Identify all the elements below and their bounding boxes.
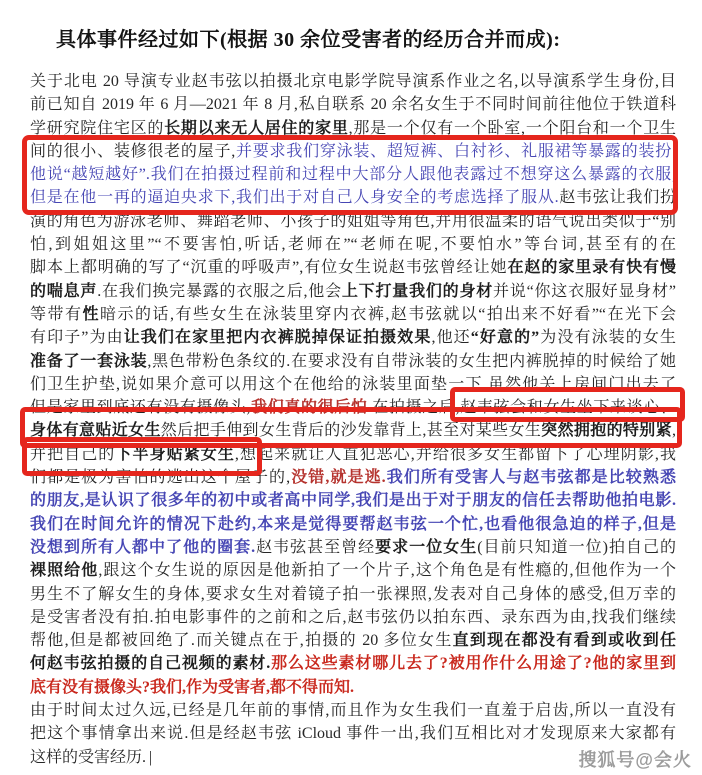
text-segment: 长期以来无人居住的家里 bbox=[164, 119, 349, 137]
text-segment: 没想到所有人都中了他的圈套. bbox=[30, 538, 256, 556]
text-segment: 等带有 bbox=[30, 305, 83, 323]
text-segment: 要求一位女生 bbox=[375, 538, 478, 556]
text-segment: 突然拥抱的特别紧 bbox=[541, 422, 672, 440]
text-segment: ,他还 bbox=[431, 329, 471, 347]
text-line bbox=[30, 233, 676, 256]
text-line bbox=[30, 513, 676, 536]
text-line bbox=[30, 256, 676, 279]
text-segment: ,那是一个仅有一个卧室,一个阳台和一个卫生 bbox=[348, 119, 676, 137]
text-line bbox=[30, 536, 676, 559]
text-cursor: | bbox=[149, 748, 153, 766]
text-segment: 我们在时间允许的情况下赴约,本来是觉得要帮赵韦弦一个忙,也看他很急迫的样子,但是 bbox=[30, 515, 676, 533]
text-line bbox=[30, 186, 676, 209]
text-segment: 前已知自 2019 年 6 月—2021 年 8 月,私自联系 20 余名女生于不同时间前往他位于铁道科 bbox=[30, 96, 676, 114]
text-line bbox=[30, 489, 676, 512]
text-line bbox=[30, 722, 676, 745]
text-line bbox=[30, 606, 676, 629]
text-segment: 但是在他一再的逼迫央求下,我们出于对自己人身安全的考虑选择了服从. bbox=[30, 189, 559, 207]
text-segment: 为没有泳装的女生 bbox=[539, 329, 676, 347]
text-segment: 学研究院住宅区的 bbox=[30, 119, 165, 137]
text-line bbox=[30, 70, 676, 93]
text-segment: 身体有意贴近女生 bbox=[30, 422, 161, 440]
text-segment: 并说“你这衣服好显身材” bbox=[493, 282, 676, 300]
text-segment: 然后把手伸到女生背后的沙发靠背上,甚至对某些女生 bbox=[160, 422, 542, 440]
text-segment: ,黑色带粉色条纹的.在要求没有自带泳装的女生把内裤脱掉的时候给了她 bbox=[147, 352, 676, 370]
text-segment: 直到现在都没有看到或收到任 bbox=[452, 632, 676, 650]
text-segment: 并把自己的 bbox=[30, 445, 116, 463]
text-segment: 间的很小、装修很老的屋子, bbox=[30, 142, 236, 160]
text-segment: 们卫生护垫,说如果介意可以用这个在他给的泳装里面垫一下.虽然他关上房间门出去了 bbox=[30, 375, 676, 393]
text-line bbox=[30, 583, 676, 606]
text-segment: 何赵韦弦拍摄的自己视频的素材. bbox=[30, 655, 271, 673]
text-segment: .在我们换完暴露的衣服之后,他会 bbox=[97, 282, 342, 300]
text-segment: ,跟这个女生说的原因是他新拍了一个片子,这个角色是有性瘾的,但他作为一个 bbox=[98, 562, 676, 580]
text-segment: .在拍摄之后, bbox=[367, 399, 460, 417]
text-line bbox=[30, 373, 676, 396]
text-line bbox=[30, 140, 676, 163]
text-segment: 有印子”为由 bbox=[30, 329, 124, 347]
text-line bbox=[30, 163, 676, 186]
text-segment: , bbox=[671, 422, 676, 440]
text-segment: 的朋友,是认识了很多年的初中或者高中同学,我们是出于对于朋友的信任去帮助他拍电影. bbox=[30, 492, 676, 510]
text-line bbox=[30, 419, 676, 442]
text-line bbox=[30, 350, 676, 373]
text-segment: 在赵的家里录有快有慢 bbox=[507, 259, 676, 277]
text-segment: 下半身贴紧女生 bbox=[115, 445, 235, 463]
text-segment: 是受害者没有拍.拍电影事件的之前和之后,赵韦弦仍以拍东西、录东西为由,找我们继续 bbox=[30, 608, 676, 626]
page-title: 具体事件经过如下(根据 30 余位受害者的经历合并而成): bbox=[56, 29, 561, 51]
text-segment: ,想起来就让人直犯恶心,并给很多女生都留下了心理阴影,我 bbox=[234, 445, 676, 463]
text-segment: 脚本上都明确的写了“沉重的呼吸声”,有位女生说赵韦弦曾经让她 bbox=[30, 259, 508, 277]
text-segment: 让我们在家里把内衣裤脱掉保证拍摄效果 bbox=[123, 329, 432, 347]
text-line bbox=[30, 117, 676, 140]
text-segment: 上下打量我们的身材 bbox=[341, 282, 494, 300]
text-segment: 演的角色为游泳老师、舞蹈老师、小孩子的姐姐等角色,并用很温柔的语气说出类似于“别 bbox=[30, 212, 676, 230]
text-segment: 把这个事情拿出来说.但是经赵韦弦 iCloud 事件一出,我们互相比对才发现原来大家都有 bbox=[30, 725, 676, 743]
text-line bbox=[30, 326, 676, 349]
text-segment: 没错,就是逃. bbox=[290, 469, 386, 487]
text-segment: 暗示的话,有些女生在泳装里穿内衣裤,赵韦弦就以“拍出来不好看”“在光下会 bbox=[99, 305, 676, 323]
text-segment: 帮他,但是都被回绝了.而关键点在于,拍摄的 20 多位女生 bbox=[30, 632, 453, 650]
text-segment: “好意的” bbox=[470, 329, 540, 347]
text-segment: 由于时间太过久远,已经是几年前的事情,而且作为女生我们一直羞于启齿,所以一直没有 bbox=[30, 702, 676, 720]
text-line bbox=[30, 396, 676, 419]
text-segment: 性 bbox=[82, 305, 100, 323]
text-segment: 赵韦弦会和女生坐下来谈心、 bbox=[459, 399, 676, 417]
text-segment: 男生不了解女生的身体,要求女生对着镜子拍一张裸照,发表对自己身体的感受,但万幸的 bbox=[30, 585, 676, 603]
text-line bbox=[30, 676, 676, 699]
text-segment: 赵韦弦让我们扮 bbox=[558, 189, 676, 207]
text-segment: 这样的受害经历. bbox=[30, 748, 147, 766]
text-segment: 裸照给他 bbox=[30, 562, 99, 580]
text-segment: 我们所有受害人与赵韦弦都是比较熟悉 bbox=[385, 469, 676, 487]
text-segment: 并要求我们穿泳装、超短裤、白衬衫、礼服裙等暴露的装扮. bbox=[235, 142, 676, 160]
text-line bbox=[30, 559, 676, 582]
text-segment: 怕,到姐姐这里”“不要害怕,听话,老师在”“老师在呢,不要怕水”等台词,甚至有的在 bbox=[30, 236, 676, 254]
text-segment: 赵韦弦甚至曾经 bbox=[255, 538, 376, 556]
text-line bbox=[30, 93, 676, 116]
text-segment: 我们真的很后怕 bbox=[250, 399, 368, 417]
text-segment: (目前只知道一位)拍自己的 bbox=[477, 538, 676, 556]
text-segment: 他说“越短越好”.我们在拍摄过程前和过程中大部分人跟他表露过不想穿这么暴露的衣服, bbox=[30, 166, 676, 184]
text-segment: 的喘息声 bbox=[30, 282, 98, 300]
text-segment: 但是家里到底还有没有摄像头, bbox=[30, 399, 251, 417]
text-line bbox=[30, 210, 676, 233]
text-line bbox=[30, 303, 676, 326]
text-line bbox=[30, 280, 676, 303]
text-line bbox=[30, 443, 676, 466]
text-segment: 准备了一套泳装 bbox=[30, 352, 148, 370]
text-line bbox=[30, 699, 676, 722]
text-line bbox=[30, 466, 676, 489]
document-lines bbox=[30, 70, 676, 769]
text-segment: 关于北电 20 导演专业赵韦弦以拍摄北京电影学院导演系作业之名,以导演系学生身份,目 bbox=[30, 73, 676, 90]
text-line bbox=[30, 652, 676, 675]
text-segment: 那么这些素材哪儿去了?被用作什么用途了?他的家里到 bbox=[270, 655, 676, 673]
text-segment: 底有没有摄像头?我们,作为受害者,都不得而知. bbox=[30, 678, 355, 696]
watermark-souhu: 搜狐号@会火 bbox=[578, 750, 692, 770]
text-segment: 们都是极为害怕的逃出这个屋子的, bbox=[30, 469, 291, 487]
text-line bbox=[30, 629, 676, 652]
